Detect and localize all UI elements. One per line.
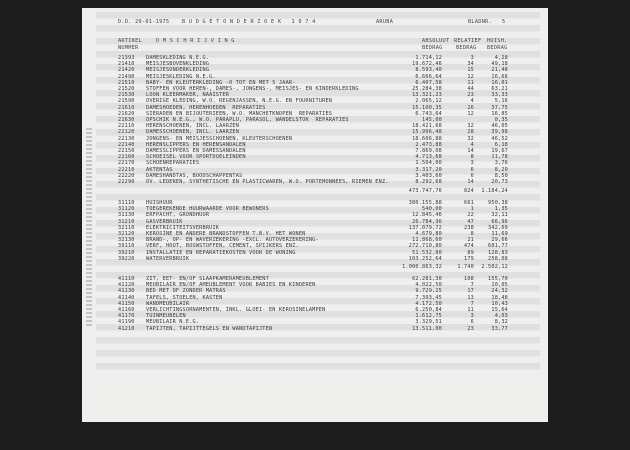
absoluut-bedrag: 6.407,58	[415, 79, 442, 86]
absoluut-bedrag: 2.065,12	[415, 98, 442, 105]
huish-bedrag: 8,32	[494, 319, 508, 326]
table-row	[82, 92, 548, 98]
huish-bedrag: 29,66	[491, 237, 508, 244]
total-relatief: 824	[464, 188, 474, 194]
page-label: BLADNR.	[468, 19, 492, 25]
relatief-bedrag: 4	[470, 98, 474, 105]
document-page	[82, 8, 548, 422]
huish-bedrag: 66,96	[491, 218, 508, 225]
artikel-nummer: 21520	[118, 86, 135, 92]
relatief-bedrag: 238	[464, 224, 474, 231]
huish-bedrag: 16,85	[491, 110, 508, 117]
relatief-bedrag: 108	[464, 276, 474, 282]
huish-bedrag: 6,18	[494, 141, 508, 148]
omschrijving: GASVERBRUIK	[146, 218, 183, 225]
artikel-nummer: 21630	[118, 117, 135, 123]
table-row	[82, 67, 548, 73]
omschrijving: KEROSINE EN ANDERE BRANDSTOFFEN T.B.V. HET WONEN	[146, 231, 306, 237]
absoluut-bedrag: 7.393,45	[415, 294, 442, 301]
absoluut-bedrag: 272.710,80	[408, 243, 442, 250]
col-huish: HUISH.	[487, 38, 508, 44]
omschrijving: TOEGEREKENDE HUURWAARDE VOOR BEWONERS	[146, 206, 269, 213]
absoluut-bedrag: 12.845,46	[412, 212, 442, 219]
relatief-bedrag: 3	[470, 55, 474, 61]
total-absoluut: 473.747,76	[408, 188, 442, 194]
relatief-bedrag: 1	[470, 206, 474, 213]
absoluut-bedrag: 19.672,46	[412, 61, 442, 68]
table-row	[82, 225, 548, 231]
omschrijving: JONGENS- EN MEISJESSCHOENEN, KLEUTERSCHOENEN	[146, 135, 293, 142]
total-relatief: 1.740	[457, 264, 474, 270]
absoluut-bedrag: 2.473,88	[415, 141, 442, 148]
table-row	[82, 313, 548, 319]
omschrijving: STOFFEN VOOR HEREN-, DAMES-, JONGENS-, MEISJES- EN KINDERKLEDING	[146, 86, 359, 92]
huish-bedrag: 37,75	[491, 104, 508, 111]
table-row	[82, 326, 548, 332]
artikel-nummer: 22140	[118, 141, 135, 148]
omschrijving: TAPIJTEN, TAPIJTTEGELS EN WANDTAPIJTEN	[146, 325, 273, 332]
omschrijving: HUISHUUR	[146, 200, 173, 206]
table-row	[82, 282, 548, 288]
total-absoluut: 1.000.863,32	[402, 264, 442, 270]
absoluut-bedrag: 18.606,88	[412, 135, 442, 142]
col-relatief-bedrag: BEDRAG	[456, 45, 477, 51]
relatief-bedrag: 89	[467, 249, 474, 256]
absoluut-bedrag: 1.504,00	[415, 160, 442, 167]
table-row	[82, 105, 548, 111]
artikel-nummer: 22150	[118, 148, 135, 154]
relatief-bedrag: 13	[467, 294, 474, 301]
artikel-nummer: 41150	[118, 300, 135, 307]
total-huish: 1.184,24	[481, 188, 508, 194]
omschrijving: MEUBILAIR EN/OF AMEUBLEMENT VOOR BABIES EN KINDEREN	[146, 282, 316, 289]
artikel-nummer: 41130	[118, 288, 135, 295]
col-nummer: NUMMER	[118, 45, 139, 51]
table-row	[82, 148, 548, 154]
table-row	[82, 129, 548, 135]
absoluut-bedrag: 7.869,08	[415, 148, 442, 154]
artikel-nummer: 41120	[118, 282, 135, 289]
huish-bedrag: 4,03	[494, 313, 508, 320]
omschrijving: BRAND-, OP- EN WAVERZEKERING -EXCL. AUTOVERZEKERING-	[146, 237, 319, 244]
table-row	[82, 276, 548, 282]
omschrijving: ELEKTRICITEITSVERBRUIK	[146, 224, 220, 231]
table-row	[82, 136, 548, 142]
artikel-nummer: 21510	[118, 79, 135, 86]
absoluut-bedrag: 26.784,36	[412, 218, 442, 225]
artikel-nummer: 41160	[118, 307, 135, 313]
absoluut-bedrag: 4.172,50	[415, 300, 442, 307]
artikel-nummer: 22160	[118, 154, 135, 161]
huish-bedrag: 33,77	[491, 325, 508, 332]
omschrijving: DAMESHANDTAS, BOODSCHAPPENTAS	[146, 172, 243, 179]
omschrijving: DAMESSCHOENEN, INCL. LAARZEN	[146, 129, 240, 136]
relatief-bedrag: 8	[470, 231, 474, 237]
huish-bedrag: 21,48	[491, 67, 508, 74]
relatief-bedrag: 23	[467, 92, 474, 99]
table-row	[82, 86, 548, 92]
section-total-row	[82, 264, 548, 270]
relatief-bedrag: 6	[470, 166, 474, 173]
relatief-bedrag: 12	[467, 73, 474, 80]
table-row	[82, 160, 548, 166]
artikel-nummer: 21420	[118, 67, 135, 74]
absoluut-bedrag: 51.532,80	[412, 249, 442, 256]
artikel-nummer: 22120	[118, 129, 135, 136]
relatief-bedrag: 34	[467, 61, 474, 68]
omschrijving: TAFELS, STOELEN, KASTEN	[146, 294, 223, 301]
huish-bedrag: 33,33	[491, 92, 508, 99]
huish-bedrag: 128,83	[488, 249, 508, 256]
artikel-nummer: 21530	[118, 92, 135, 99]
omschrijving: ERFPACHT, GRONDHUUR	[146, 212, 210, 219]
omschrijving: MEISJESKLEDING N.E.G.	[146, 73, 216, 80]
artikel-nummer: 31120	[118, 206, 135, 213]
artikel-nummer: 21620	[118, 110, 135, 117]
absoluut-bedrag: 9.729,25	[415, 288, 442, 295]
huish-bedrag: 8,29	[494, 166, 508, 173]
relatief-bedrag: 4	[470, 141, 474, 148]
table-row	[82, 98, 548, 104]
relatief-bedrag: 15	[467, 67, 474, 74]
relatief-bedrag: 14	[467, 179, 474, 185]
table-row	[82, 167, 548, 173]
omschrijving: VERF, HOUT, BOUWSTOFFEN, CEMENT, SPIJKERS ENZ.	[146, 243, 299, 250]
huish-bedrag: 1,35	[494, 206, 508, 213]
omschrijving: SCHOENREPARATIES	[146, 160, 200, 167]
artikel-nummer: 22290	[118, 179, 135, 185]
omschrijving: DAMESHOEDEN, HERENHOEDEN REPARATIES	[146, 104, 266, 111]
huish-bedrag: 19,67	[491, 148, 508, 154]
artikel-nummer: 41210	[118, 325, 135, 332]
huish-bedrag: 950,38	[488, 200, 508, 206]
absoluut-bedrag: 13.511,00	[412, 325, 442, 332]
omschrijving: LOON KLEERMAKER, NAAISTER	[146, 92, 230, 99]
relatief-bedrag: 28	[467, 129, 474, 136]
relatief-bedrag: 12	[467, 110, 474, 117]
absoluut-bedrag: 3.329,51	[415, 319, 442, 326]
absoluut-bedrag: 4.679,80	[415, 231, 442, 237]
huish-bedrag: 4,28	[494, 55, 508, 61]
artikel-nummer: 21490	[118, 73, 135, 80]
absoluut-bedrag: 62.281,30	[412, 276, 442, 282]
omschrijving: DAMESSLIPPERS EN DAMESSANDALEN	[146, 148, 246, 154]
omschrijving: OVERIGE KLEDING, W.O. REGENJASSEN, N.E.G. EN FOURNITUREN	[146, 98, 333, 105]
artikel-nummer: 39220	[118, 255, 135, 262]
relatief-bedrag: 32	[467, 123, 474, 130]
table-row	[82, 219, 548, 225]
huish-bedrag: 18,48	[491, 294, 508, 301]
table-row	[82, 117, 548, 123]
table-row	[82, 319, 548, 325]
omschrijving: OPSCHIK N.E.G., W.O. PARAPLU, PARASOL, WANDELSTOK REPARATIES	[146, 117, 349, 123]
relatief-bedrag: 179	[464, 255, 474, 262]
absoluut-bedrag: 540,00	[422, 206, 442, 213]
artikel-nummer: 21410	[118, 61, 135, 68]
artikel-nummer: 22170	[118, 160, 135, 167]
absoluut-bedrag: 15.996,48	[412, 129, 442, 136]
table-row	[82, 173, 548, 179]
table-row	[82, 111, 548, 117]
artikel-nummer: 21590	[118, 98, 135, 105]
relatief-bedrag: 3	[470, 160, 474, 167]
table-row	[82, 154, 548, 160]
absoluut-bedrag: 6.250,84	[415, 307, 442, 313]
table-row	[82, 307, 548, 313]
absoluut-bedrag: 380.155,88	[408, 200, 442, 206]
relatief-bedrag: 44	[467, 86, 474, 92]
huish-bedrag: 49,18	[491, 61, 508, 68]
report-date: D.D. 29-01-1975	[118, 19, 170, 25]
relatief-bedrag: 14	[467, 148, 474, 154]
col-absoluut: ABSOLUUT	[422, 38, 450, 44]
artikel-nummer: 31210	[118, 218, 135, 225]
artikel-nummer: 32130	[118, 237, 135, 244]
absoluut-bedrag: 4.713,68	[415, 154, 442, 161]
table-row	[82, 55, 548, 61]
huish-bedrag: 46,52	[491, 135, 508, 142]
relatief-bedrag: 11	[467, 307, 474, 313]
table-row	[82, 237, 548, 243]
artikel-nummer: 41110	[118, 276, 135, 282]
relatief-bedrag: 11	[467, 79, 474, 86]
report-title: B U D G E T O N D E R Z O E K 1 9 7 4	[182, 19, 316, 25]
huish-bedrag: 342,69	[488, 224, 508, 231]
absoluut-bedrag: 145,00	[422, 117, 442, 123]
omschrijving: TUINMEUBELEN	[146, 313, 186, 320]
table-row	[82, 231, 548, 237]
huish-bedrag: 16,01	[491, 79, 508, 86]
huish-bedrag: 0,35	[494, 117, 508, 123]
absoluut-bedrag: 6.743,64	[415, 110, 442, 117]
omschrijving: HERENSLIPPERS EN HERENSANDALEN	[146, 141, 246, 148]
relatief-bedrag: 21	[467, 237, 474, 244]
absoluut-bedrag: 8.292,68	[415, 179, 442, 185]
page-number: 5	[502, 19, 506, 25]
table-row	[82, 295, 548, 301]
absoluut-bedrag: 1.612,75	[415, 313, 442, 320]
omschrijving: BABY- EN KLEUTERKLEDING -0 TOT EN MET 5 JAAR-	[146, 79, 296, 86]
relatief-bedrag: 47	[467, 218, 474, 225]
huish-bedrag: 15,64	[491, 307, 508, 313]
artikel-nummer: 41170	[118, 313, 135, 320]
table-row	[82, 206, 548, 212]
absoluut-bedrag: 11.868,60	[412, 237, 442, 244]
absoluut-bedrag: 1.714,12	[415, 55, 442, 61]
artikel-nummer: 32110	[118, 224, 135, 231]
omschrijving: SCHOEISEL VOOR SPORTDOELEINDEN	[146, 154, 246, 161]
absoluut-bedrag: 6.666,64	[415, 73, 442, 80]
huish-bedrag: 11,78	[491, 154, 508, 161]
omschrijving: DAMESKLEDING N.E.G.	[146, 55, 210, 61]
omschrijving: VERLICHTINGSORNAMENTEN, INKL. GLOEI- EN KEROSINELAMPEN	[146, 307, 326, 313]
col-relatief: RELATIEF	[454, 38, 482, 44]
col-absoluut-bedrag: BEDRAG	[422, 45, 443, 51]
table-row	[82, 142, 548, 148]
artikel-nummer: 31130	[118, 212, 135, 219]
artikel-nummer: 22130	[118, 135, 135, 142]
huish-bedrag: 39,98	[491, 129, 508, 136]
relatief-bedrag: 6	[470, 172, 474, 179]
huish-bedrag: 258,08	[488, 255, 508, 262]
artikel-nummer: 21610	[118, 104, 135, 111]
relatief-bedrag: 26	[467, 104, 474, 111]
omschrijving: SIERADEN EN BIJOUTERIEEN, W.O. MANCHETKNOPEN REPARATIES	[146, 110, 333, 117]
relatief-bedrag: 7	[470, 282, 474, 289]
table-row	[82, 61, 548, 67]
huish-bedrag: 155,70	[488, 276, 508, 282]
col-huish-bedrag: BEDRAG	[487, 45, 508, 51]
omschrijving: MEUBILAIR N.E.G.	[146, 319, 200, 326]
artikel-nummer: 31110	[118, 200, 135, 206]
omschrijving: MEISJESBOVENKLEDING	[146, 61, 210, 68]
absoluut-bedrag: 3.403,60	[415, 172, 442, 179]
artikel-nummer: 41190	[118, 319, 135, 326]
relatief-bedrag: 474	[464, 243, 474, 250]
table-row	[82, 200, 548, 206]
huish-bedrag: 16,66	[491, 73, 508, 80]
artikel-nummer: 39210	[118, 249, 135, 256]
omschrijving: WATERVERBRUIK	[146, 255, 190, 262]
col-artikel: ARTIKEL	[118, 38, 142, 44]
absoluut-bedrag: 3.317,20	[415, 166, 442, 173]
omschrijving: WANDMEUBILAIR	[146, 300, 190, 307]
omschrijving: INSTALLATIE EN REPARATIEKOSTEN VOOR DE WONING	[146, 249, 296, 256]
omschrijving: ZIT, EET- EN/OF SLAAPKAMERAMEUBLEMENT	[146, 276, 269, 282]
huish-bedrag: 5,16	[494, 98, 508, 105]
table-row	[82, 288, 548, 294]
artikel-nummer: 22110	[118, 123, 135, 130]
huish-bedrag: 32,11	[491, 212, 508, 219]
huish-bedrag: 8,50	[494, 172, 508, 179]
huish-bedrag: 10,05	[491, 282, 508, 289]
huish-bedrag: 63,21	[491, 86, 508, 92]
artikel-nummer: 41140	[118, 294, 135, 301]
col-omschrijving: O M S C H R I J V I N G	[156, 38, 235, 44]
relatief-bedrag: 23	[467, 325, 474, 332]
table-row	[82, 123, 548, 129]
absoluut-bedrag: 25.284,38	[412, 86, 442, 92]
absoluut-bedrag: 13.321,23	[412, 92, 442, 99]
artikel-nummer: 22220	[118, 172, 135, 179]
absoluut-bedrag: 15.100,35	[412, 104, 442, 111]
absoluut-bedrag: 8.593,40	[415, 67, 442, 74]
table-row	[82, 301, 548, 307]
absoluut-bedrag: 137.079,72	[408, 224, 442, 231]
table-row	[82, 256, 548, 262]
artikel-nummer: 22210	[118, 166, 135, 173]
huish-bedrag: 20,73	[491, 179, 508, 185]
relatief-bedrag: 32	[467, 135, 474, 142]
omschrijving: MEISJESONDERKLEDING	[146, 67, 210, 74]
table-row	[82, 80, 548, 86]
artikel-nummer: 21393	[118, 55, 135, 61]
artikel-nummer: 32120	[118, 231, 135, 237]
relatief-bedrag: 3	[470, 313, 474, 320]
absoluut-bedrag: 103.252,64	[408, 255, 442, 262]
table-row	[82, 212, 548, 218]
total-huish: 2.502,12	[481, 264, 508, 270]
huish-bedrag: 3,76	[494, 160, 508, 167]
huish-bedrag: 46,05	[491, 123, 508, 130]
relatief-bedrag: 661	[464, 200, 474, 206]
absoluut-bedrag: 18.421,68	[412, 123, 442, 130]
relatief-bedrag: 7	[470, 300, 474, 307]
relatief-bedrag: 17	[467, 288, 474, 295]
section-total-row	[82, 188, 548, 194]
table-row	[82, 250, 548, 256]
absoluut-bedrag: 4.022,50	[415, 282, 442, 289]
omschrijving: BED MET OF ZONDER MATRAS	[146, 288, 226, 295]
omschrijving: HERENSCHOENEN, INCL. LAARZEN	[146, 123, 240, 130]
omschrijving: AKTENTAS	[146, 166, 173, 173]
table-row	[82, 179, 548, 185]
huish-bedrag: 24,32	[491, 288, 508, 295]
huish-bedrag: 10,43	[491, 300, 508, 307]
table-row	[82, 243, 548, 249]
huish-bedrag: 681,77	[488, 243, 508, 250]
table-row	[82, 74, 548, 80]
artikel-nummer: 39110	[118, 243, 135, 250]
huish-bedrag: 11,69	[491, 231, 508, 237]
relatief-bedrag: 6	[470, 319, 474, 326]
relatief-bedrag: 22	[467, 212, 474, 219]
relatief-bedrag: 8	[470, 154, 474, 161]
omschrijving: OV. LEDEREN, SYNTHETISCHE EN PLASTICWAREN, W.O. PORTEMONNEES, RIEMEN ENZ.	[146, 179, 389, 185]
report-place: ARUBA	[376, 19, 394, 25]
